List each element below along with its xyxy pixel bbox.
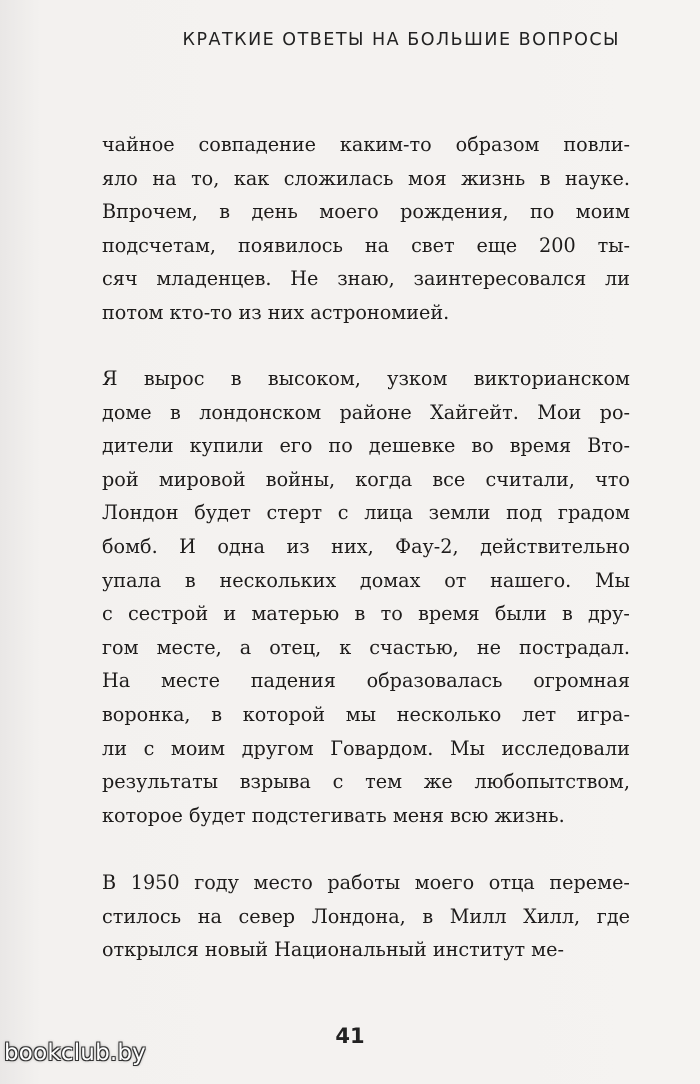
text-line: с сестрой и матерью в то время были в дру- (102, 602, 630, 626)
text-line: Я вырос в высоком, узком викторианском (102, 367, 630, 390)
text-line: открылся новый Национальный институт ме- (102, 938, 564, 962)
text-line: гом месте, а отец, к счастью, не пострадал. (102, 635, 630, 659)
text-line: потом кто-то из них астрономией. (102, 300, 450, 324)
text-line: ли с моим другом Говардом. Мы исследовали (102, 736, 630, 760)
text-line: воронка, в которой мы несколько лет игра- (102, 702, 630, 726)
text-line: В 1950 году место работы моего отца переме- (102, 871, 630, 894)
text-line: рой мировой войны, когда все считали, что (102, 467, 630, 491)
text-line: яло на то, как сложилась моя жизнь в науке. (102, 166, 630, 190)
paragraph-3 (102, 866, 630, 967)
watermark: bookclub.by (4, 1040, 146, 1066)
text-line: бомб. И одна из них, Фау-2, действительно (102, 534, 630, 558)
text-line: результаты взрыва с тем же любопытством, (102, 770, 630, 794)
text-line: Лондон будет стерт с лица земли под градом (102, 501, 630, 525)
text-line: На месте падения образовалась огромная (102, 669, 630, 693)
text-line: доме в лондонском районе Хайгейт. Мои ро- (102, 400, 630, 424)
text-line: сяч младенцев. Не знаю, заинтересовался ли (102, 267, 630, 291)
running-head: КРАТКИЕ ОТВЕТЫ НА БОЛЬШИЕ ВОПРОСЫ (182, 30, 620, 50)
text-line: стилось на север Лондона, в Милл Хилл, где (102, 904, 630, 928)
paragraph-1 (102, 128, 630, 330)
text-line: дители купили его по дешевке во время Вто- (102, 434, 630, 458)
text-line: которое будет подстегивать меня всю жизнь. (102, 803, 565, 827)
paragraph-2 (102, 362, 630, 832)
text-line: упала в нескольких домах от нашего. Мы (102, 568, 630, 592)
text-line: Впрочем, в день моего рождения, по моим (102, 200, 630, 224)
text-line: подсчетам, появилось на свет еще 200 ты- (102, 233, 630, 257)
page-number: 41 (335, 1024, 365, 1048)
text-line: чайное совпадение каким-то образом повли- (102, 133, 630, 156)
